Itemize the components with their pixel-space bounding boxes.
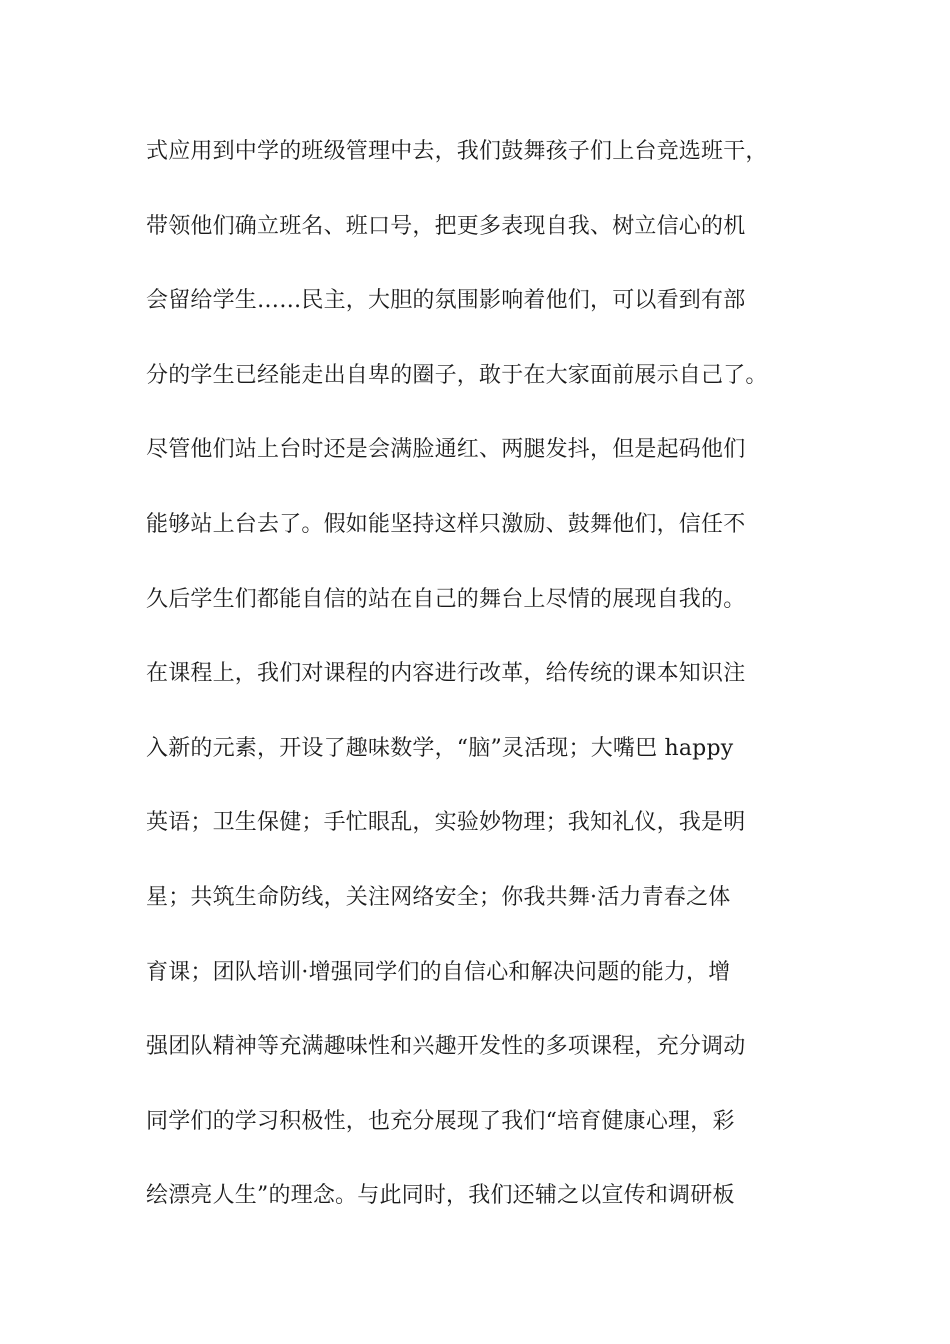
text-line: 久后学生们都能自信的站在自己的舞台上尽情的展现自我的。 [146, 586, 746, 612]
text-line: 强团队精神等充满趣味性和兴趣开发性的多项课程，充分调动 [146, 1034, 746, 1060]
text-line: 能够站上台去了。假如能坚持这样只激励、鼓舞他们，信任不 [146, 511, 746, 537]
text-line: 尽管他们站上台时还是会满脸通红、两腿发抖，但是起码他们 [146, 437, 746, 463]
body-text [146, 130, 806, 1249]
text-line: 式应用到中学的班级管理中去，我们鼓舞孩子们上台竞选班干， [146, 139, 768, 164]
text-line: 会留给学生……民主，大胆的氛围影响着他们，可以看到有部 [146, 288, 746, 314]
text-line: 育课；团队培训·增强同学们的自信心和解决问题的能力，增 [146, 959, 731, 985]
text-line: 英语；卫生保健；手忙眼乱，实验妙物理；我知礼仪，我是明 [146, 810, 746, 836]
text-line: 绘漂亮人生”的理念。与此同时，我们还辅之以宣传和调研板 [146, 1183, 735, 1209]
text-line: 带领他们确立班名、班口号，把更多表现自我、树立信心的机 [146, 213, 746, 239]
text-line: 在课程上，我们对课程的内容进行改革，给传统的课本知识注 [146, 661, 746, 687]
text-line: 星；共筑生命防线，关注网络安全；你我共舞·活力青春之体 [146, 884, 731, 910]
text-line: 同学们的学习积极性，也充分展现了我们“培育健康心理，彩 [146, 1108, 735, 1134]
text-line: 入新的元素，开设了趣味数学，“脑”灵活现；大嘴巴 happy [146, 735, 734, 761]
text-line: 分的学生已经能走出自卑的圈子，敢于在大家面前展示自己了。 [146, 362, 768, 388]
